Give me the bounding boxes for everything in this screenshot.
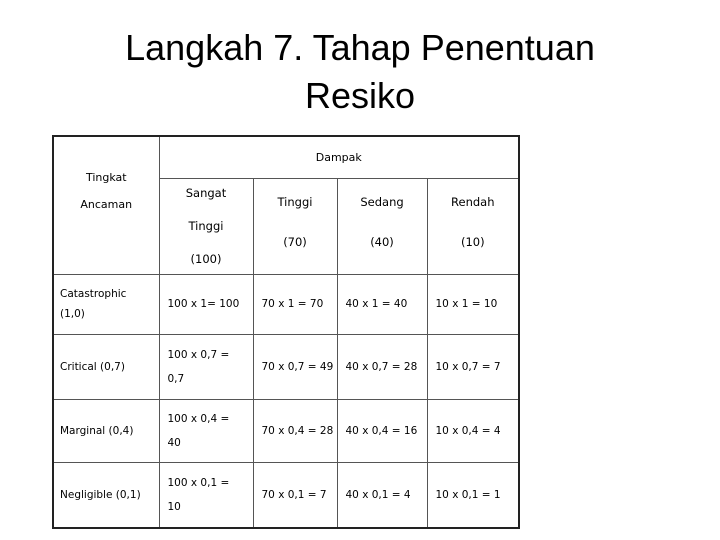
cell-line-2: 40 [167, 436, 181, 449]
col3-value: (40) [370, 235, 394, 249]
corner-header [53, 136, 159, 274]
cell-line-1: 100 x 0,7 = [167, 348, 230, 361]
cell-critical-sangat-tinggi [159, 334, 253, 399]
slide-title-line-1: Langkah 7. Tahap Penentuan [125, 27, 595, 68]
table-row [53, 334, 519, 399]
slide-title [0, 24, 720, 120]
row-label-line-2: (1,0) [60, 308, 85, 320]
cell-line-1: 100 x 0,4 = [167, 412, 230, 425]
risk-matrix-table [52, 135, 520, 529]
cell-critical-rendah: 10 x 0,7 = 7 [427, 334, 519, 399]
cell-critical-sedang: 40 x 0,7 = 28 [337, 334, 427, 399]
col4-value: (10) [460, 235, 485, 249]
col-header-tinggi [253, 178, 337, 274]
cell-catastrophic-sedang: 40 x 1 = 40 [337, 274, 427, 334]
dampak-header [159, 136, 519, 178]
cell-critical-tinggi: 70 x 0,7 = 49 [253, 334, 337, 399]
col-header-rendah [427, 178, 519, 274]
slide-title-line-2: Resiko [304, 75, 416, 116]
table-row [53, 274, 519, 334]
cell-marginal-sangat-tinggi [159, 399, 253, 462]
cell-line-2: 0,7 [167, 372, 185, 385]
col4-name: Rendah [451, 195, 495, 209]
col-header-sangat-tinggi [159, 178, 253, 274]
col2-name: Tinggi [277, 195, 313, 209]
col2-value: (70) [283, 235, 307, 249]
cell-line-2: 10 [167, 500, 181, 513]
col1-value: (100) [190, 252, 222, 266]
corner-line-1: Tingkat [85, 171, 127, 185]
col3-name: Sedang [360, 195, 404, 209]
cell-negligible-sangat-tinggi [159, 462, 253, 528]
table-row [53, 462, 519, 528]
col1-name-line-2: Tinggi [188, 219, 224, 233]
row-label-catastrophic [53, 274, 159, 334]
row-label-critical: Critical (0,7) [53, 334, 159, 399]
row-label-line-1: Catastrophic [60, 288, 127, 300]
row-label-marginal: Marginal (0,4) [53, 399, 159, 462]
cell-negligible-tinggi: 70 x 0,1 = 7 [253, 462, 337, 528]
row-label-negligible: Negligible (0,1) [53, 462, 159, 528]
col1-name-line-1: Sangat [185, 186, 227, 200]
dampak-label: Dampak [315, 150, 362, 164]
cell-negligible-rendah: 10 x 0,1 = 1 [427, 462, 519, 528]
cell-catastrophic-rendah: 10 x 1 = 10 [427, 274, 519, 334]
cell-marginal-sedang: 40 x 0,4 = 16 [337, 399, 427, 462]
cell-line-1: 100 x 0,1 = [167, 476, 230, 489]
table-row [53, 399, 519, 462]
cell-marginal-rendah: 10 x 0,4 = 4 [427, 399, 519, 462]
cell-catastrophic-tinggi: 70 x 1 = 70 [253, 274, 337, 334]
cell-marginal-tinggi: 70 x 0,4 = 28 [253, 399, 337, 462]
col-header-sedang [337, 178, 427, 274]
cell-catastrophic-sangat-tinggi: 100 x 1= 100 [159, 274, 253, 334]
cell-negligible-sedang: 40 x 0,1 = 4 [337, 462, 427, 528]
corner-line-2: Ancaman [80, 198, 133, 212]
